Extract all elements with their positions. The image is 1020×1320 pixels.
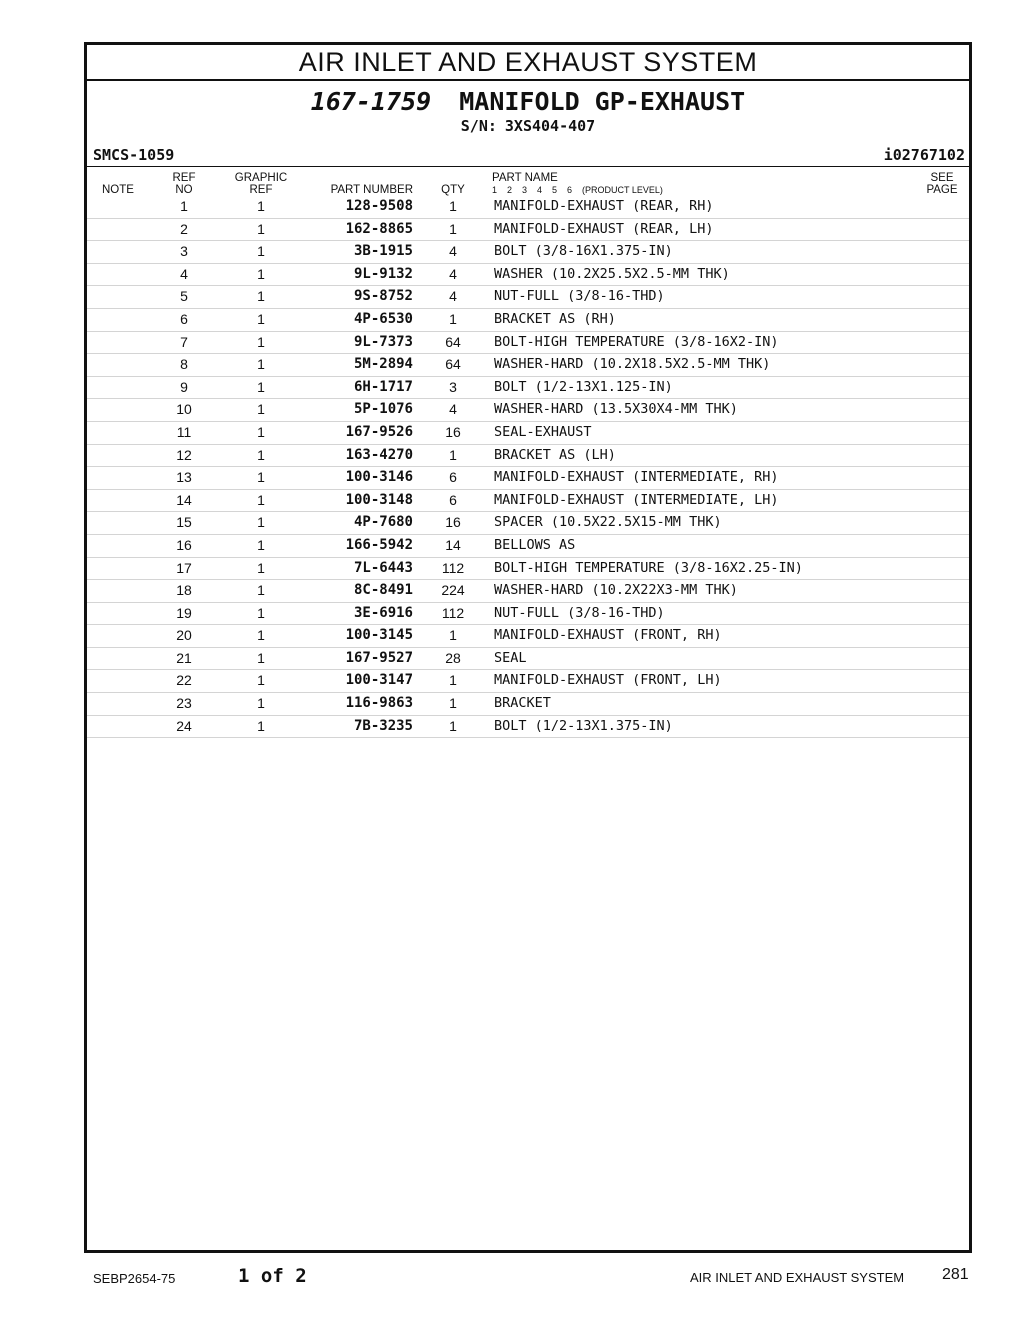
part-number: 3B-1915 [353, 243, 413, 260]
footer-section-title: AIR INLET AND EXHAUST SYSTEM [690, 1270, 905, 1285]
col-header-graphic-bottom: REF [249, 184, 273, 196]
part-number: 5P-1076 [353, 401, 413, 418]
quantity: 4 [449, 243, 457, 260]
ref-no: 22 [176, 672, 192, 689]
graphic-ref: 1 [257, 401, 265, 418]
parts-row [87, 625, 969, 648]
parts-row [87, 219, 969, 242]
parts-row [87, 558, 969, 581]
parts-list [87, 196, 969, 738]
ref-no: 7 [180, 333, 188, 350]
graphic-ref: 1 [257, 356, 265, 373]
ref-no: 5 [180, 288, 188, 305]
quantity: 6 [449, 469, 457, 486]
part-name: BOLT (1/2-13X1.125-IN) [494, 378, 673, 395]
graphic-ref: 1 [257, 333, 265, 350]
group-number: 167-1759 [310, 87, 432, 116]
ref-no: 9 [180, 378, 188, 395]
graphic-ref: 1 [257, 604, 265, 621]
part-number: 3E-6916 [353, 604, 413, 621]
col-header-see-top: SEE [930, 172, 954, 184]
parts-row [87, 332, 969, 355]
ref-no: 20 [176, 627, 192, 644]
graphic-ref: 1 [257, 582, 265, 599]
graphic-ref: 1 [257, 672, 265, 689]
part-number: 116-9863 [345, 695, 413, 712]
quantity: 4 [449, 401, 457, 418]
part-number: 167-9527 [345, 649, 413, 666]
parts-row [87, 490, 969, 513]
part-name: MANIFOLD-EXHAUST (FRONT, RH) [494, 627, 722, 644]
ref-no: 14 [176, 491, 192, 508]
serial-number [87, 117, 969, 135]
part-number: 167-9526 [345, 423, 413, 440]
part-number: 9S-8752 [353, 288, 413, 305]
graphic-ref: 1 [257, 220, 265, 237]
part-name: BELLOWS AS [494, 536, 576, 553]
part-number: 100-3147 [345, 672, 413, 689]
parts-row [87, 422, 969, 445]
product-level-label: 1 2 3 4 5 6 (PRODUCT LEVEL) [492, 185, 663, 195]
col-header-qty: QTY [441, 184, 465, 196]
col-header-ref [164, 172, 204, 196]
graphic-ref: 1 [257, 627, 265, 644]
part-number: 166-5942 [345, 536, 413, 553]
quantity: 1 [449, 446, 457, 463]
ref-no: 6 [180, 310, 188, 327]
ref-no: 18 [176, 582, 192, 599]
part-name: NUT-FULL (3/8-16-THD) [494, 288, 665, 305]
part-name: SEAL [494, 649, 527, 666]
ref-no: 13 [176, 469, 192, 486]
quantity: 64 [445, 356, 461, 373]
quantity: 16 [445, 514, 461, 531]
col-header-ref-top: REF [172, 172, 196, 184]
graphic-ref: 1 [257, 310, 265, 327]
part-number: 162-8865 [345, 220, 413, 237]
part-number: 163-4270 [345, 446, 413, 463]
footer-doc-number: SEBP2654-75 [93, 1271, 176, 1286]
part-name: BRACKET AS (LH) [494, 446, 616, 463]
graphic-ref: 1 [257, 288, 265, 305]
part-name: MANIFOLD-EXHAUST (INTERMEDIATE, LH) [494, 491, 779, 508]
parts-row [87, 535, 969, 558]
graphic-ref: 1 [257, 514, 265, 531]
part-name: WASHER-HARD (13.5X30X4-MM THK) [494, 401, 738, 418]
col-header-note: NOTE [102, 184, 134, 196]
graphic-ref: 1 [257, 423, 265, 440]
quantity: 1 [449, 695, 457, 712]
ref-no: 19 [176, 604, 192, 621]
col-header-graphic-ref [226, 172, 296, 196]
part-number: 4P-7680 [353, 514, 413, 531]
graphic-ref: 1 [257, 378, 265, 395]
part-number: 4P-6530 [353, 310, 413, 327]
col-header-part-number: PART NUMBER [330, 184, 413, 196]
smcs-code: SMCS-1059 [93, 146, 175, 164]
part-number: 8C-8491 [353, 582, 413, 599]
part-number: 7L-6443 [353, 559, 413, 576]
group-heading [87, 87, 969, 117]
ref-no: 2 [180, 220, 188, 237]
quantity: 1 [449, 717, 457, 734]
parts-row [87, 196, 969, 219]
section-title: AIR INLET AND EXHAUST SYSTEM [87, 45, 969, 81]
quantity: 3 [449, 378, 457, 395]
quantity: 224 [441, 582, 465, 599]
part-number: 5M-2894 [353, 356, 413, 373]
col-header-see-page [920, 172, 964, 196]
parts-row [87, 467, 969, 490]
graphic-ref: 1 [257, 198, 265, 214]
part-name: MANIFOLD-EXHAUST (REAR, RH) [494, 198, 714, 214]
graphic-ref: 1 [257, 265, 265, 282]
header-rule [87, 166, 969, 167]
parts-row [87, 399, 969, 422]
part-name: BOLT-HIGH TEMPERATURE (3/8-16X2-IN) [494, 333, 779, 350]
part-name: WASHER (10.2X25.5X2.5-MM THK) [494, 265, 730, 282]
part-name: MANIFOLD-EXHAUST (INTERMEDIATE, RH) [494, 469, 779, 486]
serial-value: 3XS404-407 [504, 117, 596, 135]
ref-no: 15 [176, 514, 192, 531]
parts-row [87, 580, 969, 603]
quantity: 4 [449, 288, 457, 305]
quantity: 1 [449, 310, 457, 327]
parts-row [87, 445, 969, 468]
part-name: WASHER-HARD (10.2X18.5X2.5-MM THK) [494, 356, 771, 373]
part-name: BOLT-HIGH TEMPERATURE (3/8-16X2.25-IN) [494, 559, 803, 576]
graphic-ref: 1 [257, 446, 265, 463]
ref-no: 23 [176, 695, 192, 712]
part-number: 9L-9132 [353, 265, 413, 282]
parts-row [87, 512, 969, 535]
quantity: 6 [449, 491, 457, 508]
quantity: 1 [449, 198, 457, 214]
parts-row [87, 241, 969, 264]
part-number: 6H-1717 [353, 378, 413, 395]
ref-no: 3 [180, 243, 188, 260]
ref-no: 21 [176, 649, 192, 666]
footer-page-number: 281 [942, 1266, 969, 1283]
quantity: 28 [445, 649, 461, 666]
part-name: SPACER (10.5X22.5X15-MM THK) [494, 514, 722, 531]
parts-row [87, 377, 969, 400]
document-id: i02767102 [883, 146, 965, 164]
parts-row [87, 693, 969, 716]
graphic-ref: 1 [257, 491, 265, 508]
part-name: BOLT (1/2-13X1.375-IN) [494, 717, 673, 734]
col-header-graphic-top: GRAPHIC [234, 172, 288, 184]
ref-no: 17 [176, 559, 192, 576]
part-number: 100-3145 [345, 627, 413, 644]
graphic-ref: 1 [257, 469, 265, 486]
footer-page-of: 1 of 2 [238, 1265, 307, 1287]
part-number: 100-3146 [345, 469, 413, 486]
part-name: BRACKET AS (RH) [494, 310, 616, 327]
ref-no: 16 [176, 536, 192, 553]
part-name: SEAL-EXHAUST [494, 423, 592, 440]
ref-no: 1 [180, 198, 188, 214]
parts-row [87, 716, 969, 739]
ref-no: 8 [180, 356, 188, 373]
parts-row [87, 603, 969, 626]
part-number: 100-3148 [345, 491, 413, 508]
group-name: MANIFOLD GP-EXHAUST [459, 87, 746, 116]
graphic-ref: 1 [257, 536, 265, 553]
serial-label: S/N: [460, 117, 497, 135]
ref-no: 4 [180, 265, 188, 282]
parts-row [87, 670, 969, 693]
ref-no: 12 [176, 446, 192, 463]
col-header-see-bottom: PAGE [926, 184, 958, 196]
graphic-ref: 1 [257, 695, 265, 712]
parts-row [87, 286, 969, 309]
col-header-part-name [492, 172, 663, 196]
quantity: 1 [449, 627, 457, 644]
quantity: 64 [445, 333, 461, 350]
ref-no: 10 [176, 401, 192, 418]
graphic-ref: 1 [257, 717, 265, 734]
graphic-ref: 1 [257, 243, 265, 260]
part-number: 7B-3235 [353, 717, 413, 734]
quantity: 112 [441, 559, 465, 576]
quantity: 1 [449, 672, 457, 689]
page-frame [84, 42, 972, 1253]
col-header-ref-bottom: NO [175, 184, 193, 196]
graphic-ref: 1 [257, 559, 265, 576]
part-name: WASHER-HARD (10.2X22X3-MM THK) [494, 582, 738, 599]
part-number: 128-9508 [345, 198, 413, 214]
parts-row [87, 264, 969, 287]
ref-no: 11 [176, 423, 192, 440]
parts-row [87, 309, 969, 332]
quantity: 14 [445, 536, 461, 553]
part-name: NUT-FULL (3/8-16-THD) [494, 604, 665, 621]
part-name: BOLT (3/8-16X1.375-IN) [494, 243, 673, 260]
ref-no: 24 [176, 717, 192, 734]
quantity: 4 [449, 265, 457, 282]
part-name: BRACKET [494, 695, 551, 712]
parts-row [87, 354, 969, 377]
quantity: 1 [449, 220, 457, 237]
quantity: 112 [441, 604, 465, 621]
graphic-ref: 1 [257, 649, 265, 666]
part-name: MANIFOLD-EXHAUST (FRONT, LH) [494, 672, 722, 689]
part-number: 9L-7373 [353, 333, 413, 350]
parts-row [87, 648, 969, 671]
quantity: 16 [445, 423, 461, 440]
col-header-part-name-label: PART NAME [492, 172, 558, 184]
part-name: MANIFOLD-EXHAUST (REAR, LH) [494, 220, 714, 237]
